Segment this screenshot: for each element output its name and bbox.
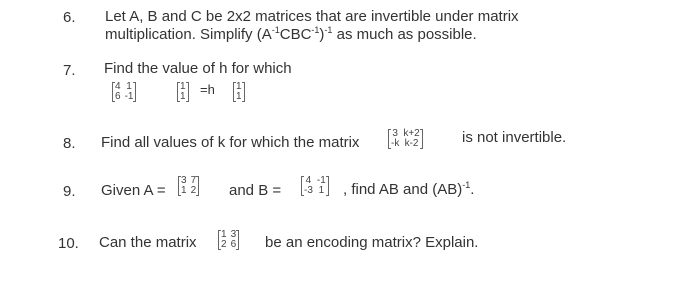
question-number: 7.: [63, 62, 76, 79]
question-text: Find all values of k for which the matrix: [101, 134, 360, 151]
question-number: 6.: [63, 9, 76, 26]
matrix: 3 k+2 -k k-2: [388, 129, 423, 149]
question-text: multiplication. Simplify $(A^{-1}CBC^{-1})^{-1}$ as much as possible.: [105, 25, 477, 43]
question-text: Can the matrix: [99, 234, 197, 251]
question-number: 8.: [63, 135, 76, 152]
question-text: Given A =: [101, 182, 166, 199]
vector: 1 1: [177, 82, 189, 102]
vector: 1 1: [233, 82, 245, 102]
equals-h: =h: [200, 82, 215, 97]
matrix: 1 3 2 6: [218, 230, 239, 250]
question-text: Let A, B and C be 2x2 matrices that are invertible under matrix: [105, 8, 519, 25]
question-text: be an encoding matrix? Explain.: [265, 234, 479, 251]
matrix-a: 3 7 1 2: [178, 176, 199, 196]
question-number: 10.: [58, 235, 79, 252]
question-text: is not invertible.: [462, 129, 567, 146]
question-text: and B =: [229, 182, 282, 199]
question-text: Find the value of h for which: [104, 60, 292, 77]
question-number: 9.: [63, 183, 76, 200]
matrix: 4 1 6 -1: [112, 82, 136, 102]
matrix-b: 4 -1 -3 1: [301, 176, 329, 196]
question-text: , find AB and (AB)$^{-1}$.: [343, 180, 475, 198]
